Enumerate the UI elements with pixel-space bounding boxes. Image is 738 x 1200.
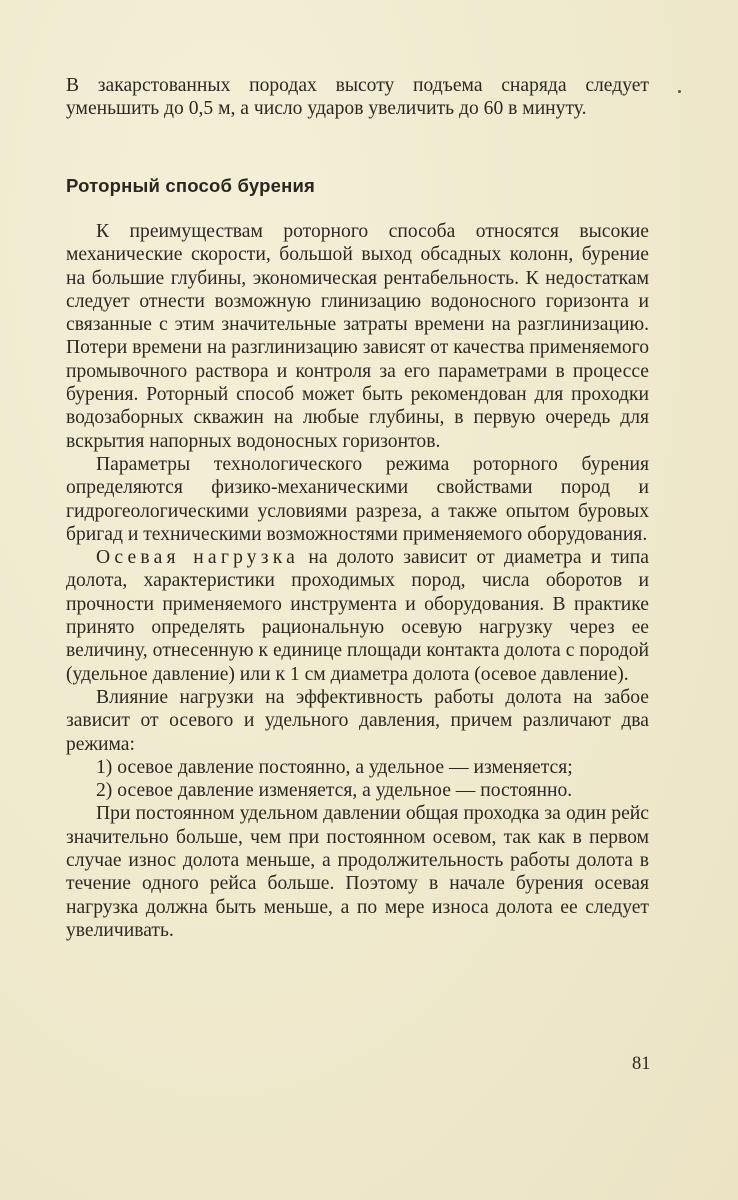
list-item-mode-1: 1) осевое давление постоянно, а удельное — изменяется; <box>96 756 573 778</box>
list-item-mode-2: 2) осевое давление изменяется, а удельное — постоянно. <box>96 780 573 802</box>
paragraph-load-influence: Влияние нагрузки на эффективность работы долота на забое зависит от осевого и удельного давления, причем различают два режима: <box>66 686 649 755</box>
paragraph-parameters: Параметры технологического режима роторного бурения определяются физико-механическими свойствами пород и гидрогеологическими условиями разреза, а также опытом буровых бригад и техническими возможностями применяемого оборудования. <box>66 453 649 545</box>
intro-paragraph: В закарстованных породах высоту подъема снаряда следует уменьшить до 0,5 м, а число ударов увеличить до 60 в минуту. <box>66 75 649 120</box>
term-axial-load: Осевая нагрузка <box>96 547 300 569</box>
paragraph-advantages: К преимуществам роторного способа относятся высокие механические скорости, большой выход обсадных колонн, бурение на большие глубины, экономическая рентабельность. К недостаткам следует отнести возможную глинизацию водоносного горизонта и связанные с этим значительные затраты времени на разглинизацию. Потери времени на разглинизацию зависят от качества применяемого промывочного раствора и контроля за его параметрами в процессе бурения. Роторный способ может быть рекомендован для проходки водозаборных скважин на любые глубины, в первую очередь для вскрытия напорных водоносных горизонтов. <box>66 221 649 452</box>
paragraph-constant-pressure: При постоянном удельном давлении общая проходка за один рейс значительно больше, чем при постоянном осевом, так как в первом случае износ долота меньше, а продолжительность работы долота в течение одного рейса больше. Поэтому в начале бурения осевая нагрузка должна быть меньше, а по мере износа долота ее следует увеличивать. <box>66 803 649 941</box>
page-number: 81 <box>632 1054 651 1074</box>
paragraph-axial-load-text: на долото зависит от диаметра и типа долота, характеристики проходимых пород, числа оборотов и прочности применяемого инструмента и оборудования. В практике принято определять рациональную осевую нагрузку через ее величину, отнесенную к единице площади контакта долота с породой (удельное давление) или к 1 см диаметра долота (осевое давление). <box>66 547 649 685</box>
paragraph-axial-load <box>66 546 649 686</box>
section-body <box>66 220 649 942</box>
section-heading: Роторный способ бурения <box>66 175 316 196</box>
print-speck <box>678 90 681 93</box>
